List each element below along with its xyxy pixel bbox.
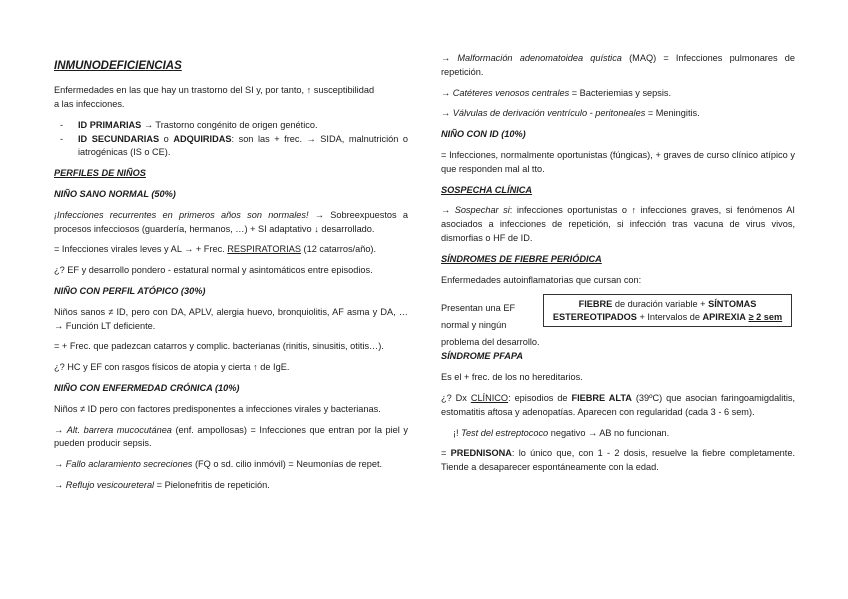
pfapa-paragraph-3	[441, 427, 795, 441]
section-heading-sospecha: SOSPECHA CLÍNICA	[441, 184, 533, 195]
secundarias-connector: o	[159, 133, 174, 144]
clinico-underlined: CLÍNICO	[470, 392, 509, 403]
cateteres-paragraph	[441, 87, 795, 101]
arrow-glyph: →	[441, 53, 458, 63]
sano-text: → Sobreexpuestos a procesos infecciosos (guardería, hermanos, …) + SI adaptativo ↓ desarrollado.	[54, 209, 408, 234]
list-item-primarias	[54, 119, 408, 133]
reflujo-text: = Pielonefritis de repetición.	[154, 479, 270, 490]
maq-paragraph	[441, 52, 795, 80]
exclaim-prefix: ¡!	[453, 427, 462, 438]
subheading-nino-sano: NIÑO SANO NORMAL (50%)	[54, 189, 176, 200]
intro-line-2: a las infecciones.	[54, 99, 125, 110]
respiratorias-underlined: RESPIRATORIAS	[227, 244, 301, 255]
equals-prefix: =	[441, 448, 451, 459]
fiebre-bold: FIEBRE	[578, 299, 613, 310]
sintomas-bold: SÍNTOMAS	[708, 299, 757, 310]
pfapa-p2-text: (39ºC) que asocian faringoamigdalitis, estomatitis aftosa y adenopatías. Aparecen con regularidad (cada 3 - 6 sem).	[441, 392, 796, 417]
subheading-nino-id: NIÑO CON ID (10%)	[441, 129, 526, 140]
pfapa-paragraph-4	[441, 447, 795, 475]
sano-p2-tail: (12 catarros/año).	[300, 244, 377, 255]
intro-paragraph	[54, 84, 408, 112]
subheading-cronica: NIÑO CON ENFERMEDAD CRÓNICA (10%)	[54, 383, 240, 393]
atopico-paragraph-2: = + Frec. que padezcan catarros y complic. bacterianas (rinitis, sinusitis, otitis…).	[54, 341, 384, 352]
adquiridas-label: ADQUIRIDAS	[173, 133, 232, 144]
test-text: negativo → AB no funcionan.	[548, 427, 670, 438]
prednisona-bold: PREDNISONA	[450, 448, 512, 459]
reflujo-italic: Reflujo vesicoureteral	[65, 479, 155, 490]
aclaramiento-text: (FQ o sd. cilio inmóvil) = Neumonías de repet.	[192, 459, 383, 470]
aclaramiento-italic: Fallo aclaramiento secreciones	[65, 459, 193, 470]
valvulas-text: = Meningitis.	[645, 108, 700, 119]
document-title: INMUNODEFICIENCIAS	[54, 60, 182, 72]
fiebre-left-text: Presentan una EF normal y ningún problema del desarrollo.	[441, 303, 540, 347]
barrera-italic: Alt. barrera mucocutánea	[66, 424, 172, 435]
fiebre-block	[441, 294, 795, 347]
arrow-glyph: →	[54, 459, 66, 470]
fiebre-paragraph: Enfermedades autoinflamatorias que cursan con:	[441, 274, 642, 285]
primarias-label: ID PRIMARIAS	[78, 119, 142, 130]
pfapa-paragraph-2	[441, 392, 795, 420]
sano-p2-text: = Infecciones virales leves y AL → + Frec.	[54, 244, 228, 255]
arrow-glyph: →	[54, 479, 66, 490]
section-heading-perfiles: PERFILES DE NIÑOS	[54, 168, 146, 179]
arrow-glyph: →	[441, 108, 453, 119]
barrera-text: (enf. ampollosas) = Infecciones que entran por la piel y pueden producir sepsis.	[54, 424, 408, 449]
two-weeks-underlined: ≥ 2 sem	[748, 311, 783, 322]
right-column	[441, 52, 795, 482]
estereotipados-bold: ESTEREOTIPADOS	[552, 311, 637, 322]
cronica-paragraph-2	[54, 424, 408, 452]
fiebre-alta-bold: FIEBRE ALTA	[571, 392, 632, 403]
arrow-glyph: →	[54, 424, 67, 435]
id-types-list	[54, 119, 408, 160]
box-text-2: + Intervalos de	[636, 311, 703, 322]
atopico-paragraph-1: Niños sanos ≠ ID, pero con DA, APLV, alergia huevo, bronquiolitis, AF asma y DA, … → Función LT deficiente.	[54, 306, 408, 331]
pfapa-paragraph-1: Es el + frec. de los no hereditarios.	[441, 372, 583, 383]
maq-text: (MAQ) = Infecciones pulmonares de repetición.	[441, 53, 795, 77]
sano-italic: ¡Infecciones recurrentes en primeros años son normales!	[54, 209, 309, 220]
prednisona-text: : lo único que, con 1 - 2 dosis, resuelve la fiebre completamente. Tiende a desaparecer espontáneamente con la edad.	[441, 448, 796, 473]
fiebre-criteria-box	[543, 294, 792, 327]
intro-line-1: Enfermedades en las que hay un trastorno del SI y, por tanto, ↑ susceptibilidad	[54, 85, 375, 96]
cronica-paragraph-4	[54, 479, 408, 493]
secundarias-label: ID SECUNDARIAS	[78, 133, 160, 144]
sospecha-text: : infecciones oportunistas o ↑ infecciones graves, si fenómenos AI asociados a infecciones de repetición, si infección tras vacuna de virus vivos, dismorfias o HF de ID.	[441, 205, 795, 243]
arrow-glyph: →	[441, 87, 453, 98]
test-italic: Test del estreptococo	[461, 427, 549, 438]
valvulas-paragraph	[441, 107, 795, 121]
maq-italic: Malformación adenomatoidea quística	[457, 53, 622, 63]
subheading-pfapa: SÍNDROME PFAPA	[441, 351, 524, 362]
sospecha-paragraph	[441, 204, 795, 245]
apirexia-bold: APIREXIA	[702, 311, 746, 322]
sano-paragraph-2	[54, 243, 408, 257]
atopico-paragraph-3: ¿? HC y EF con rasgos físicos de atopia y cierta ↑ de IgE.	[54, 362, 290, 373]
sospechar-italic: → Sospechar si	[441, 205, 510, 216]
primarias-text: → Trastorno congénito de origen genético.	[141, 119, 318, 130]
pfapa-p2-mid: : episodios de	[508, 392, 572, 403]
box-text-1: de duración variable +	[612, 299, 709, 310]
left-column	[54, 52, 408, 500]
cronica-paragraph-3	[54, 458, 408, 472]
sano-paragraph-1	[54, 209, 408, 237]
dx-prefix: ¿? Dx	[441, 392, 471, 403]
nino-id-paragraph: = Infecciones, normalmente oportunistas (fúngicas), + graves de curso clínico atípico y que responden mal al tto.	[441, 149, 795, 174]
section-heading-fiebre: SÍNDROMES DE FIEBRE PERIÓDICA	[441, 253, 602, 264]
cateteres-text: = Bacteriemias y sepsis.	[569, 87, 672, 98]
cronica-paragraph-1: Niños ≠ ID pero con factores predisponentes a infecciones virales y bacterianas.	[54, 403, 381, 414]
cateteres-italic: Catéteres venosos centrales	[452, 87, 570, 98]
subheading-atopico: NIÑO CON PERFIL ATÓPICO (30%)	[54, 286, 206, 297]
valvulas-italic: Válvulas de derivación ventrículo - peritoneales	[452, 108, 646, 119]
sano-paragraph-3: ¿? EF y desarrollo pondero - estatural normal y asintomáticos entre episodios.	[54, 265, 373, 276]
secundarias-text: : son las + frec. → SIDA, malnutrición o iatrogénicas (IS o CE).	[78, 133, 409, 158]
list-item-secundarias	[54, 133, 408, 161]
